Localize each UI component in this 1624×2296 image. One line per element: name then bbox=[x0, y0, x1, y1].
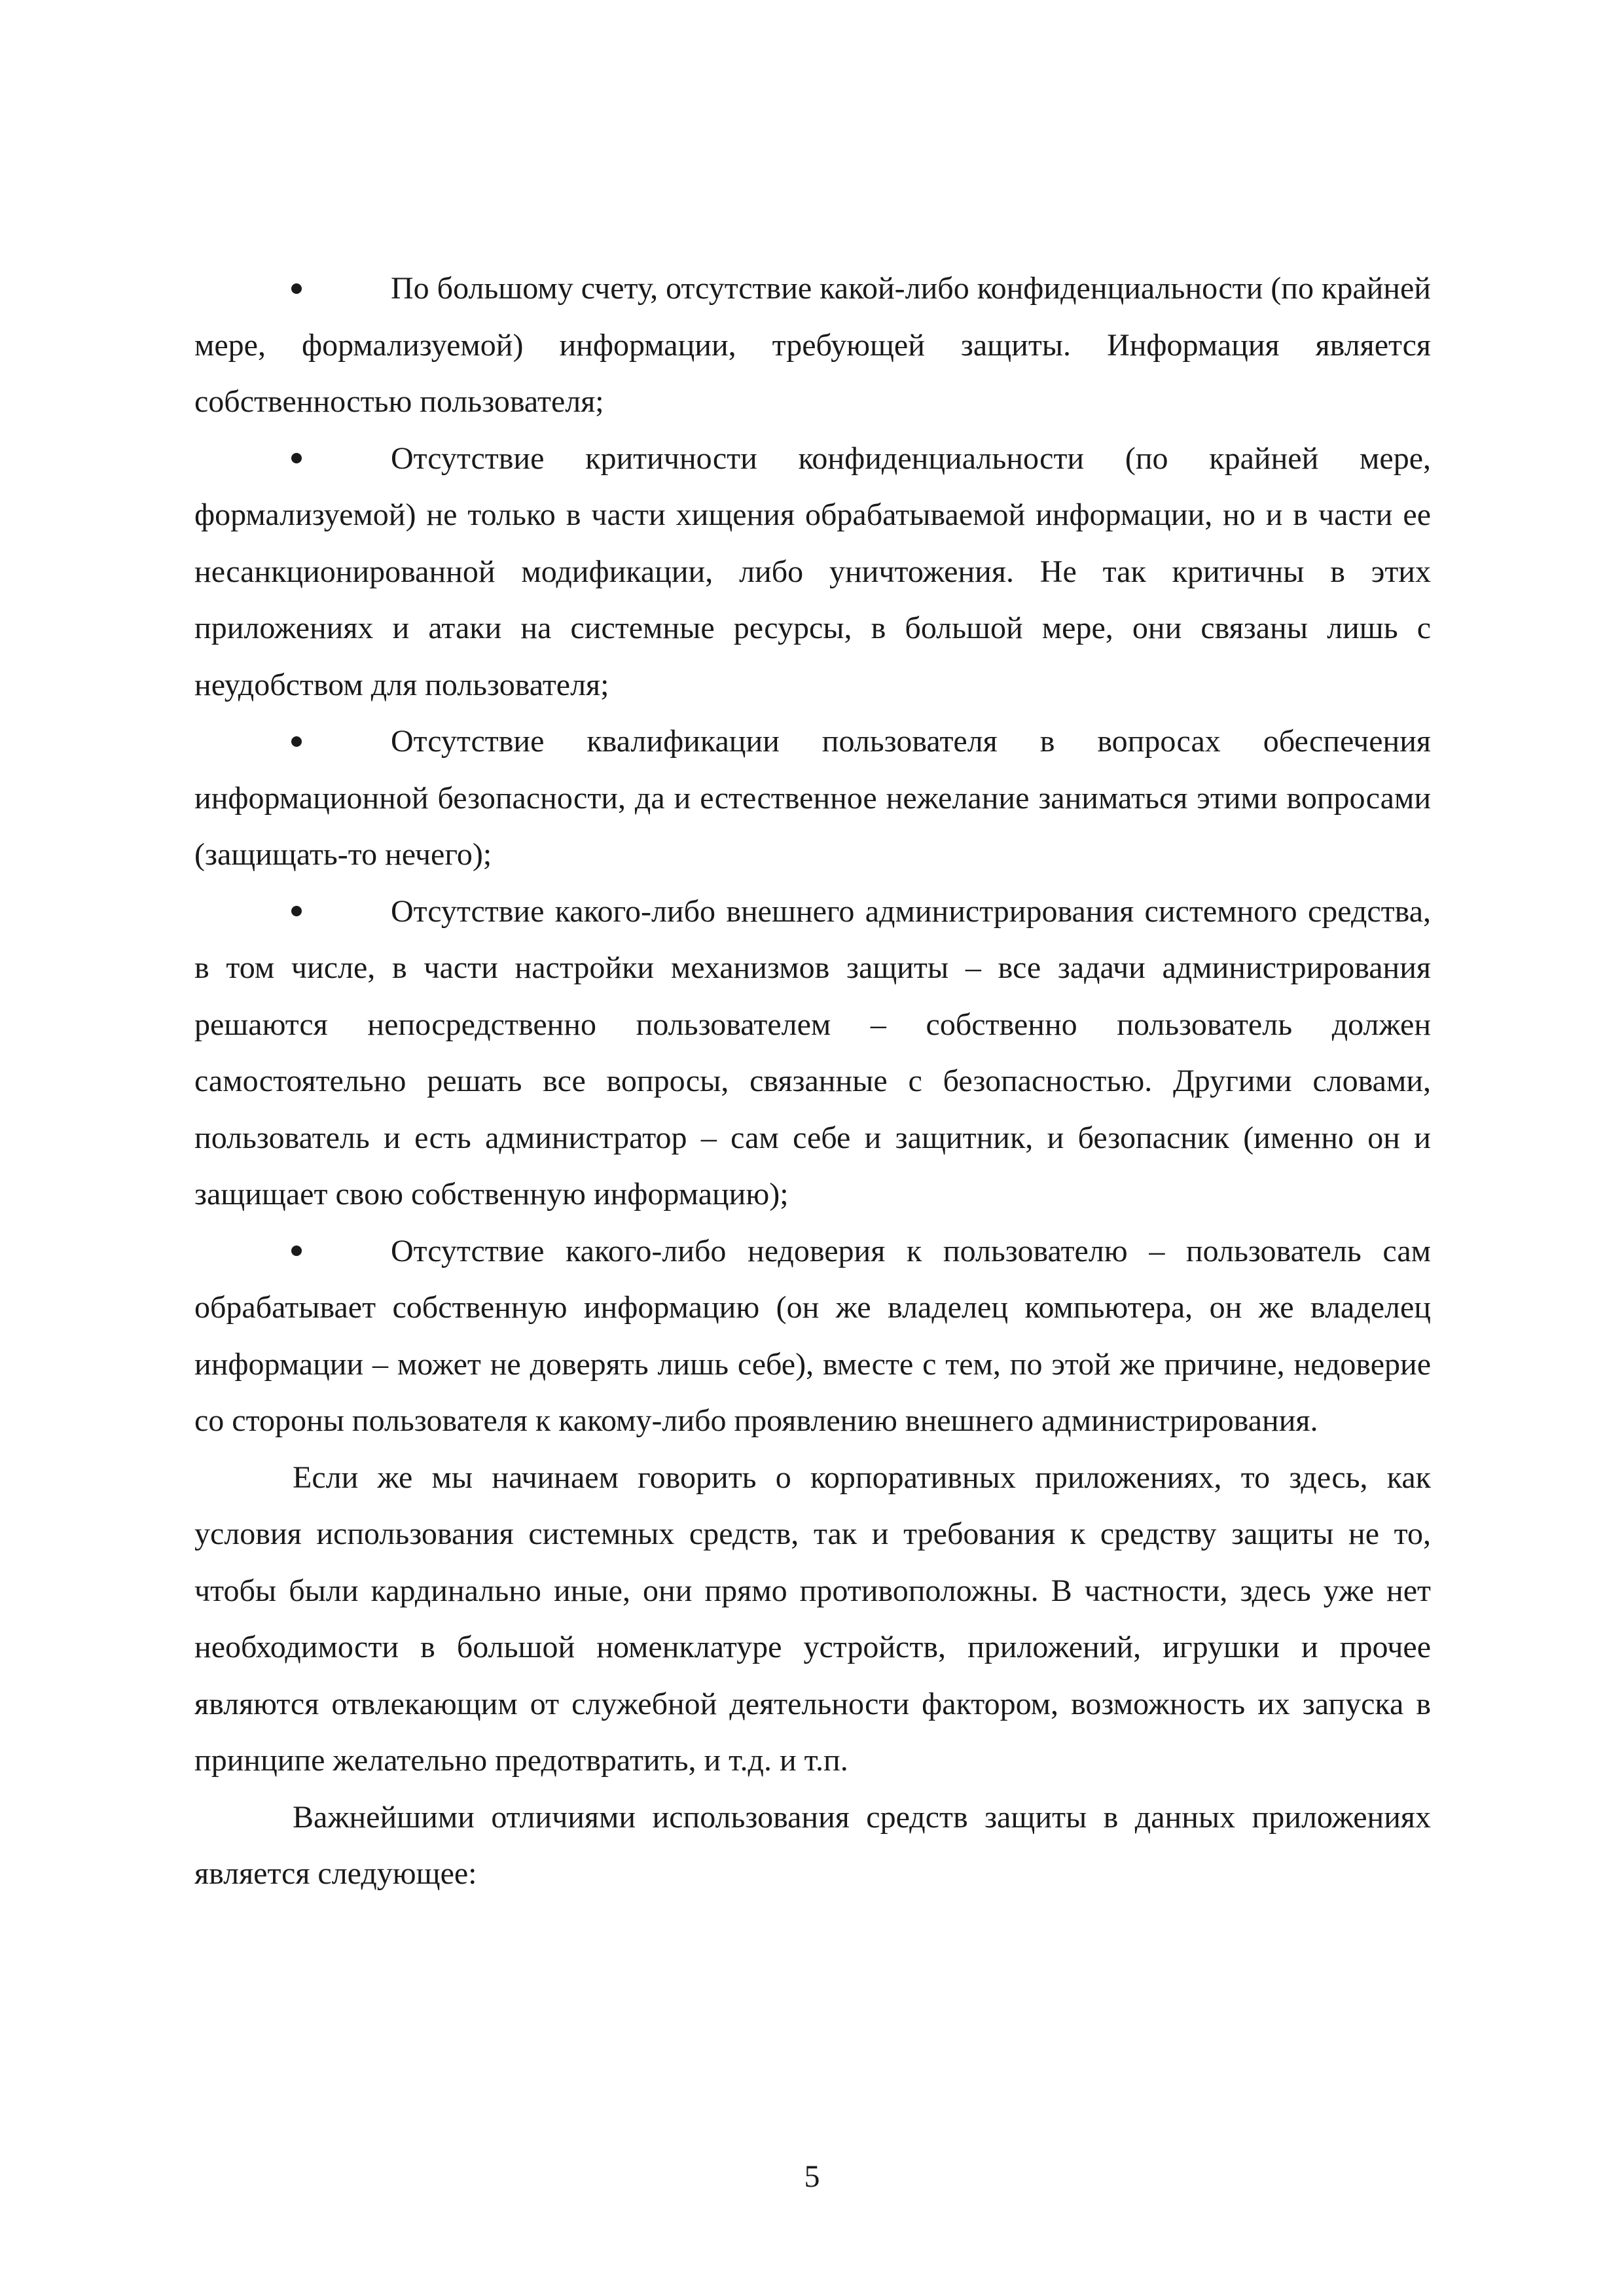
bullet-icon bbox=[194, 884, 391, 941]
body-paragraph: Важнейшими отличиями использования средств защиты в данных приложениях является следующее: bbox=[194, 1799, 1431, 1891]
bullet-item bbox=[194, 884, 1431, 1223]
bullet-icon bbox=[194, 260, 391, 317]
bullet-item bbox=[194, 431, 1431, 714]
bullet-icon bbox=[194, 431, 391, 488]
bullet-text: Отсутствие критичности конфиденциальности (по крайней мере, формализуемой) не только в части хищения обрабатываемой информации, но и в части ее несанкционированной модификации, либо уничтожения. Не так критичны в этих приложениях и атаки на системные ресурсы, в большой мере, они связаны лишь с неудобством для пользователя; bbox=[194, 440, 1431, 702]
body-paragraph: Если же мы начинаем говорить о корпоративных приложениях, то здесь, как условия использования системных средств, так и требования к средству защиты не то, чтобы были кардинально иные, они прямо противоположны. В частности, здесь уже нет необходимости в большой номенклатуре устройств, приложений, игрушки и прочее являются отвлекающим от служебной деятельности фактором, возможность их запуска в принципе желательно предотвратить, и т.д. и т.п. bbox=[194, 1460, 1431, 1778]
bullet-item bbox=[194, 260, 1431, 431]
page-body bbox=[194, 260, 1431, 1903]
bullet-text: Отсутствие какого-либо недоверия к пользователю – пользователь сам обрабатывает собственную информацию (он же владелец компьютера, он же владелец информации – может не доверять лишь себе), вместе с тем, по этой же причине, недоверие со стороны пользователя к какому-либо проявлению внешнего администрирования. bbox=[194, 1233, 1431, 1438]
bullet-text: Отсутствие какого-либо внешнего администрирования системного средства, в том числе, в части настройки механизмов защиты – все задачи администрирования решаются непосредственно пользователем – собственно пользователь должен самостоятельно решать все вопросы, связанные с безопасностью. Другими словами, пользователь и есть администратор – сам себе и защитник, и безопасник (именно он и защищает свою собственную информацию); bbox=[194, 893, 1431, 1211]
bullet-icon bbox=[194, 1223, 391, 1280]
bullet-text: Отсутствие квалификации пользователя в вопросах обеспечения информационной безопасности, да и естественное нежелание заниматься этими вопросами (защищать-то нечего); bbox=[194, 724, 1431, 872]
bullet-item bbox=[194, 713, 1431, 884]
bullet-icon bbox=[194, 713, 391, 770]
bullet-item bbox=[194, 1223, 1431, 1450]
bullet-text: По большому счету, отсутствие какой-либо конфиденциальности (по крайней мере, формализуемой) информации, требующей защиты. Информация является собственностью пользователя; bbox=[194, 271, 1431, 419]
page-number: 5 bbox=[804, 2159, 820, 2194]
